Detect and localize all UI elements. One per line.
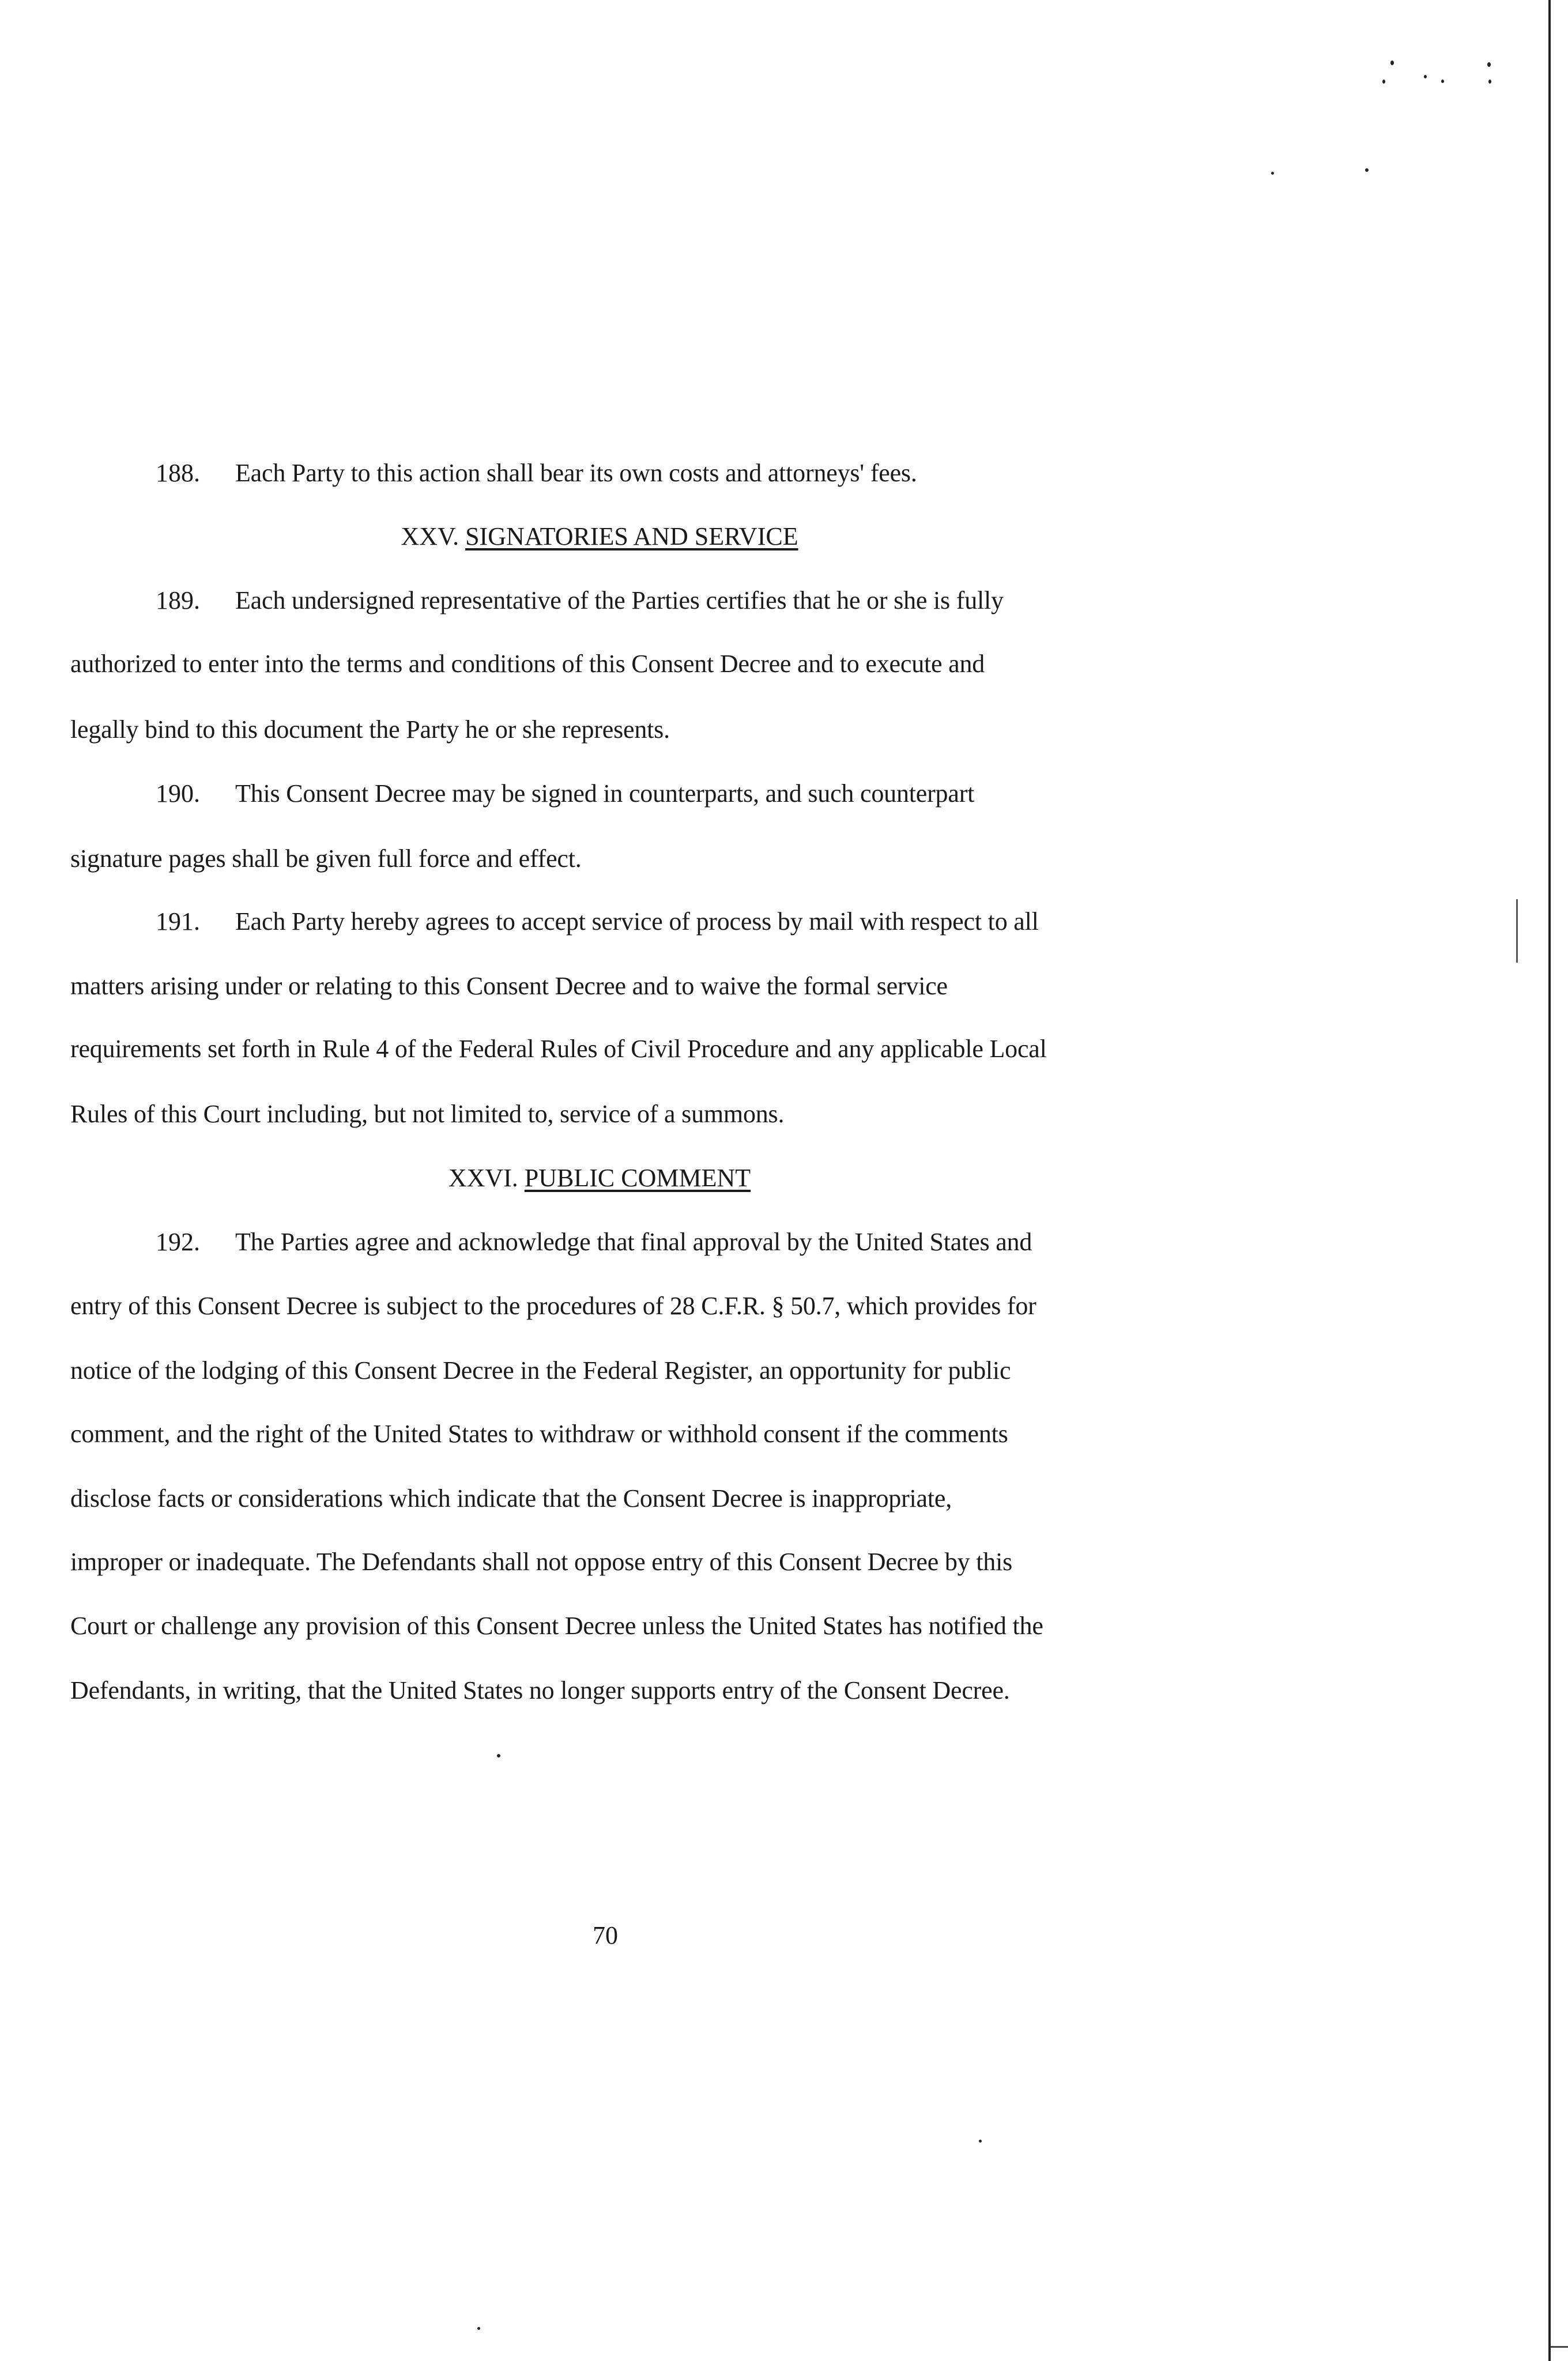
paragraph-text-line: authorized to enter into the terms and conditions of this Consent Decree and to execute and	[70, 650, 985, 678]
section-heading-signatories	[0, 521, 1199, 553]
scan-edge-mark	[1551, 2346, 1568, 2348]
paragraph-text-line: entry of this Consent Decree is subject to the procedures of 28 C.F.R. § 50.7, which provides for	[70, 1292, 1036, 1320]
scan-speck	[1424, 75, 1427, 78]
paragraph-text-line: The Parties agree and acknowledge that final approval by the United States and	[235, 1228, 1032, 1256]
scan-speck	[1382, 80, 1385, 84]
paragraph-number: 189.	[156, 586, 200, 614]
paragraph-text-line: Each Party hereby agrees to accept service of process by mail with respect to all	[235, 907, 1039, 936]
paragraph-text-line: This Consent Decree may be signed in counterparts, and such counterpart	[235, 779, 975, 808]
paragraph-text-line: requirements set forth in Rule 4 of the Federal Rules of Civil Procedure and any applicable Local	[70, 1035, 1047, 1063]
scan-speck	[1488, 80, 1491, 84]
paragraph-text-line: Each Party to this action shall bear its own costs and attorneys' fees.	[235, 459, 917, 487]
paragraph-text-line: Each undersigned representative of the Parties certifies that he or she is fully	[235, 586, 1004, 614]
paragraph-text-line: legally bind to this document the Party he or she represents.	[70, 715, 670, 744]
paragraph-number: 191.	[156, 907, 200, 936]
scan-speck	[1390, 61, 1394, 65]
scan-speck	[477, 2327, 480, 2330]
scan-speck	[1365, 168, 1369, 172]
paragraph-number: 192.	[156, 1228, 200, 1256]
section-heading-title: SIGNATORIES AND SERVICE	[465, 522, 798, 550]
paragraph-text-line: Court or challenge any provision of this Consent Decree unless the United States has notified the	[70, 1612, 1043, 1640]
paragraph-text-line: Defendants, in writing, that the United States no longer supports entry of the Consent Decree.	[70, 1676, 1010, 1704]
scan-speck	[497, 1754, 500, 1757]
paragraph-text-line: improper or inadequate. The Defendants shall not oppose entry of this Consent Decree by this	[70, 1548, 1013, 1576]
scan-speck	[1487, 62, 1491, 67]
paragraph-text-line: notice of the lodging of this Consent Decree in the Federal Register, an opportunity for public	[70, 1356, 1011, 1385]
section-heading-numeral: XXV.	[401, 522, 459, 550]
paragraph-text-line: signature pages shall be given full force and effect.	[70, 844, 582, 873]
page-number: 70	[593, 1921, 618, 1949]
scan-speck	[1271, 172, 1274, 175]
section-heading-title: PUBLIC COMMENT	[524, 1164, 751, 1192]
paragraph-text-line: matters arising under or relating to this Consent Decree and to waive the formal service	[70, 972, 948, 1000]
scan-speck	[979, 2140, 982, 2143]
scan-speck	[1441, 80, 1444, 83]
paragraph-number: 188.	[156, 459, 200, 487]
paragraph-number: 190.	[156, 779, 200, 808]
section-heading-public-comment	[0, 1162, 1199, 1194]
paragraph-text-line: comment, and the right of the United States to withdraw or withhold consent if the comments	[70, 1420, 1008, 1448]
paragraph-text-line: Rules of this Court including, but not limited to, service of a summons.	[70, 1100, 785, 1128]
scan-edge-line	[1548, 0, 1551, 2361]
paragraph-text-line: disclose facts or considerations which indicate that the Consent Decree is inappropriate,	[70, 1484, 952, 1513]
section-heading-numeral: XXVI.	[448, 1164, 518, 1192]
